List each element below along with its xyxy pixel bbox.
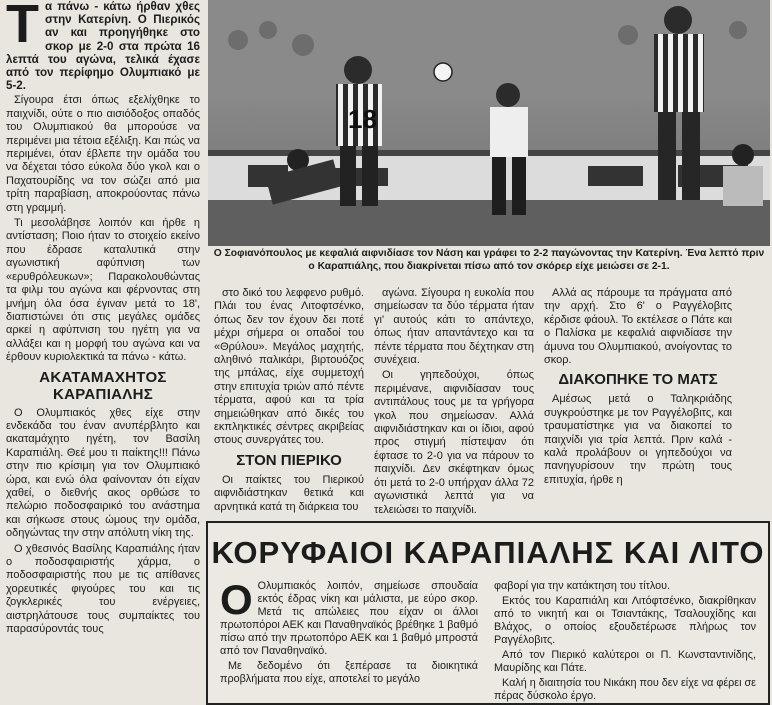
lead-text: α πάνω - κάτω ήρθαν χθες στην Κατερίνη. Ο Πιερικός αν και προηγήθηκε στο σκορ με 2-0 στα πρώτα 16 λεπτά του αγώνα, τελικά έχασε από τον περίφημο Ολυμπιακό με 5-2. [6,0,200,93]
left-article-column [6,0,200,638]
body-paragraph: Εκτός του Καραπιάλη και Λιτόφτσένκο, διακρίθηκαν από το νικητή και οι Τσιαντάκης, Τσαλουχίδης και Βλάχος, ο οποίος εξουδετέρωσε πλήρως τον Ραγγέλοβιτς. [494,595,756,646]
middle-column-1 [214,287,364,516]
body-paragraph: Αμέσως μετά ο Ταληκριάδης συγκρούστηκε με τον Ραγγέλοβιτς, και τραυματίστηκε για να διακοπεί το παιχνίδι για τρία λεπτά. Πριν καλά - καλά προλάβουν οι γηπεδούχοι να πανηγυρίσουν την πρώτη τους επιτυχία, ήρθε η [544,393,732,486]
boxed-article-column-2 [494,580,756,705]
football-scene-illustration [208,0,770,246]
body-paragraph: αγώνα. Σίγουρα η ευκολία που σημείωσαν τα δύο τέρματα ήταν γι' αυτούς κάτι το απάντεχο, όπως ήταν απαντάντεχο και τα πέντε τέρματα που δέχτηκαν στη συνέχεια. [374,287,534,367]
boxed-lead-text: Ολυμπιακός λοιπόν, σημείωσε σπουδαία εκτός έδρας νίκη και μάλιστα, με εύρο σκορ. Μετά τις απώλειες που είχαν οι άλλοι πρωτοπόροι ΑΕΚ και Παναθηναϊκός βρέθηκε 1 βαθμό πίσω από την πρωτοπόρο ΑΕΚ και 1 βαθμό μπροστά από τον Παναθηναϊκό. [220,580,478,657]
jersey-number: 18 [348,104,377,134]
body-paragraph: φαβορί για την κατάκτηση του τίτλου. [494,580,670,592]
body-paragraph: Οι γηπεδούχοι, όπως περιμένανε, αιφνιδίασαν τους αντιπάλους τους με τα γρήγορα γκολ που σημείωσαν. Αλλά αιφνιδιάστηκαν και οι ίδιοι, αφού προς στιγμή πίστεψαν ότι έφτασε το 2-0 για να πάρουν το παιχνίδι. Δεν σκέφτηκαν όμως ότι μετά το 2-0 υπήρχαν άλλα 72 αγωνιστικά λεπτά για να τελειώσει το παιχνίδι. [374,369,534,516]
subheading-pierikos: ΣΤΟΝ ΠΙΕΡΙΚΟ [236,451,342,469]
body-paragraph: Από τον Πιερικό καλύτεροι οι Π. Κωνσταντινίδης, Μαυρίδης και Πάτε. [494,649,756,674]
middle-column-2 [374,287,534,519]
boxed-article-title: ΚΟΡΥΦΑΙΟΙ ΚΑΡΑΠΙΑΛΗΣ ΚΑΙ ΛΙΤΟ [211,535,765,570]
subheading-karapialis: ΑΚΑΤΑΜΑΧΗΤΟΣ ΚΑΡΑΠΙΑΛΗΣ [39,368,167,403]
boxed-lead-paragraph [220,576,478,658]
boxed-article [206,521,770,705]
body-paragraph: Οι παίκτες του Πιερικού αιφνιδιάστηκαν θετικά και αρνητικά κατά τη διάρκεια του [214,473,364,513]
photo-caption: Ο Σοφιανόπουλος με κεφαλιά αιφνιδίασε τον Νάση και γράφει το 2-2 παγώνοντας την Κατερίνη. Ένα λεπτό πριν ο Καραπιάλης, που διακρίνεται πίσω από τον σκόρερ είχε μειώσει σε 2-1. [213,248,765,272]
body-paragraph: Καλή η διαιτησία του Νικάκη που δεν είχε να φέρει σε πέρας δύσκολο έργο. [494,677,756,702]
drop-cap: Τ [6,0,39,54]
body-paragraph: Ο χθεσινός Βασίλης Καραπιάλης ήταν ο ποδοσφαιριστής χάρμα, ο ποδοσφαιριστής που με τις απίθανες χορευτικές φιγούρες του και τις ζογκλερικές του ενέργειες, αιστρηλάτουσε τους συμπαίκτες του παρασύροντάς τους [6,542,200,636]
middle-column-3 [544,287,732,489]
body-paragraph: στο δικό του λεφφενο ρυθμό. Πλάι του ένας Λιτοφτσένκο, όπως δεν τον έχουν δει ποτέ μέχρι σήμερα οι οπαδοί του «Θρύλου». Μεγάλος μαχητής, αληθινό παλικάρι, βιρτουόζος της μπάλας, είχε συμμετοχή στην επιτυχία τριών από πέντε τέρματα, αφού και τα τρία σημειώθηκαν από δικές του εκπληκτικές σέντρες ακριβείας στους συνεργάτες του. [214,287,364,447]
match-photo [208,0,770,246]
body-paragraph: Αλλά ας πάρουμε τα πράγματα από την αρχή. Στο 6' ο Ραγγέλοβιτς κέρδισε φάουλ. Το εκτέλεσε ο Πάτε και ο Παλίσκα με κεφαλιά αιφνιδίασε την άμυνα του Ολυμπιακού, ανοίγοντας το σκορ. [544,287,732,367]
lead-paragraph [6,0,200,92]
subheading-match-stopped: ΔΙΑΚΟΠΗΚΕ ΤΟ ΜΑΤΣ [558,371,718,389]
drop-cap: Ο [220,576,253,623]
body-paragraph: Τι μεσολάβησε λοιπόν και ήρθε η αντίσταση; Ποιο ήταν το στοιχείο εκείνο που έδρασε καταλυτικά στην αγωνιστική αφύπνιση των «ερυθρόλευκων»; Παρακολουθώντας τα φιλμ του αγώνα και φέρνοντας στη μνήμη όλα όσα έγιναν μετά το 18', διαπιστώνει ότι στις μεγάλες ομάδες αρκεί η αφύπνιση του ηγέτη για να αλλάξει και η μορφή του αγώνα και να έρθουν κυριολεκτικά τα πάνω - κάτω. [6,217,200,364]
boxed-article-column-1 [220,576,478,688]
body-paragraph: Με δεδομένο ότι ξεπέρασε τα διοικητικά προβλήματα που είχε, αποτελεί το μεγάλο [220,660,478,685]
body-paragraph: Ο Ολυμπιακός χθες είχε στην ενδεκάδα του έναν ανυπέρβλητο και ακαταμάχητο ηγέτη, τον Βασίλη Καραπιάλη. Θεέ μου τι παίκτης!!! Πάνω στην πιο κρίσιμη για τον Ολυμπιακό ώρα, και ενώ όλα φαίνονταν ότι είχαν χαθεί, ο διεθνής ακος ορθώσε το πελώριο ποδοσφαιρικό του ανάστημα και σήκωσε στους ώμους την ομάδα, οδηγώντας την στην απόλυτη νίκη της. [6,406,200,540]
body-paragraph: Σίγουρα έτσι όπως εξελίχθηκε το παιχνίδι, ούτε ο πιο αισιόδοξος οπαδός του Ολυμπιακού θα μπορούσε να περιμένει μια τέτοια εξέλιξη. Και πώς να περιμένει, όταν έβλεπε την ομάδα του να δέχεται τόσο εύκολα δύο γκολ και ο Παχατουρίδης να τον σώζει από μια τρίτη παραβίαση, αποκρούοντας πάνω στη γραμμή. [6,94,200,214]
